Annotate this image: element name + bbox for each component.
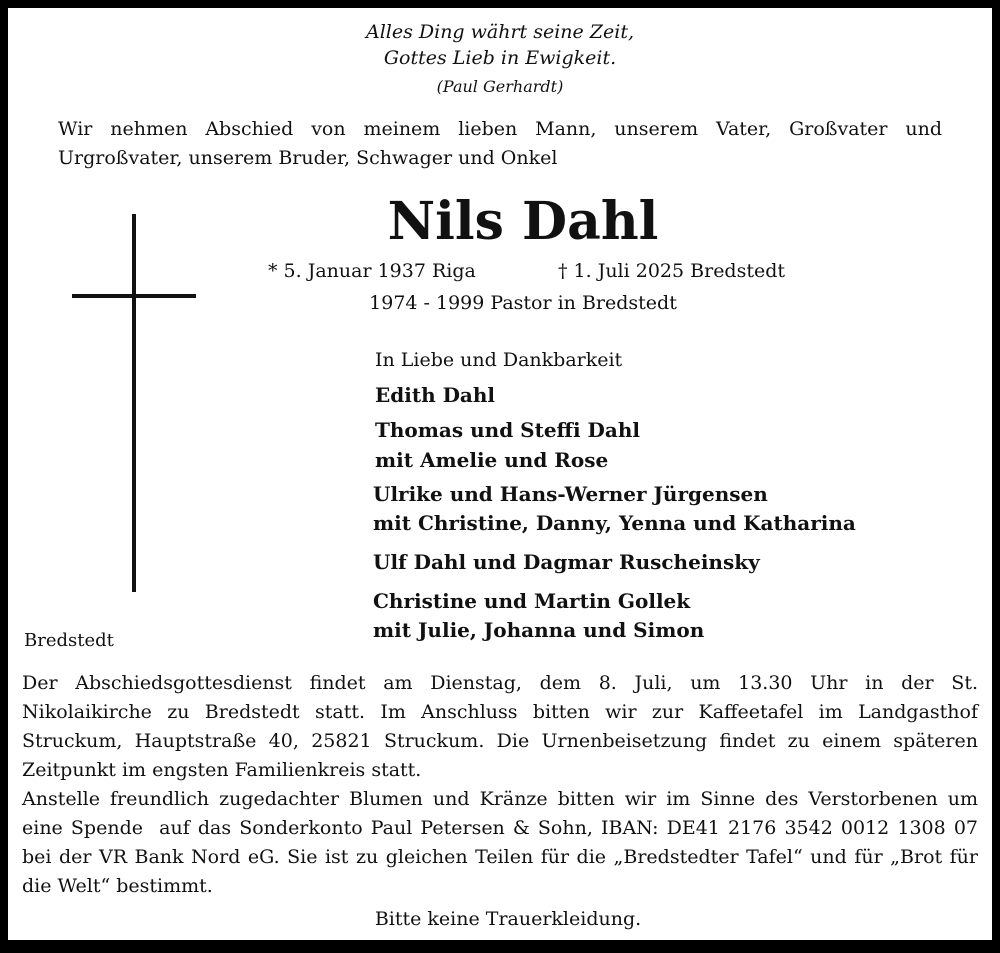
intro-line-1: Wir nehmen Abschied von meinem lieben Mann, unserem Vater, Großvater und — [58, 118, 942, 140]
footer-note: Bitte keine Trauerkleidung. — [374, 908, 642, 930]
mourner-line: mit Christine, Danny, Yenna und Katharina — [373, 511, 856, 535]
place-label: Bredstedt — [24, 630, 114, 651]
mourner-line: mit Amelie und Rose — [375, 448, 609, 472]
service-line: Der Abschiedsgottesdienst findet am Dienstag, dem 8. Juli, um 13.30 Uhr in der St. — [22, 672, 978, 694]
mourner-line: mit Julie, Johanna und Simon — [373, 618, 705, 642]
motto-line-2: Gottes Lieb in Ewigkeit. — [383, 47, 617, 69]
service-line: Anstelle freundlich zugedachter Blumen und Kränze bitten wir im Sinne des Verstorbenen um — [22, 788, 978, 810]
mourners-intro: In Liebe und Dankbarkeit — [375, 349, 623, 371]
mourner-line: Ulrike und Hans-Werner Jürgensen — [373, 482, 768, 506]
intro-line-2: Urgroßvater, unserem Bruder, Schwager und Onkel — [58, 147, 558, 169]
birth-date: * 5. Januar 1937 Riga — [268, 260, 476, 282]
service-line: die Welt“ bestimmt. — [22, 875, 213, 897]
deceased-name: Nils Dahl — [387, 191, 659, 252]
cross-icon — [132, 214, 136, 592]
service-line: bei der VR Bank Nord eG. Sie ist zu gleichen Teilen für die „Bredstedter Tafel“ und für „Brot für — [22, 846, 978, 868]
motto-author: (Paul Gerhardt) — [436, 77, 564, 96]
pastor-role: 1974 - 1999 Pastor in Bredstedt — [369, 292, 677, 314]
service-line: eine Spende auf das Sonderkonto Paul Petersen & Sohn, IBAN: DE41 2176 3542 0012 1308 07 — [22, 817, 978, 839]
mourner-line: Thomas und Steffi Dahl — [375, 418, 640, 442]
obituary-card — [8, 8, 992, 940]
mourner-line: Edith Dahl — [375, 383, 496, 407]
service-line: Nikolaikirche zu Bredstedt statt. Im Anschluss bitten wir zur Kaffeetafel im Landgasthof — [22, 701, 978, 723]
mourner-line: Ulf Dahl und Dagmar Ruscheinsky — [373, 550, 760, 574]
motto-line-1: Alles Ding währt seine Zeit, — [365, 21, 635, 43]
service-line: Zeitpunkt im engsten Familienkreis statt. — [22, 759, 422, 781]
death-date: † 1. Juli 2025 Bredstedt — [558, 260, 786, 282]
service-line: Struckum, Hauptstraße 40, 25821 Struckum. Die Urnenbeisetzung findet zu einem späteren — [22, 730, 978, 752]
mourner-line: Christine und Martin Gollek — [373, 589, 691, 613]
